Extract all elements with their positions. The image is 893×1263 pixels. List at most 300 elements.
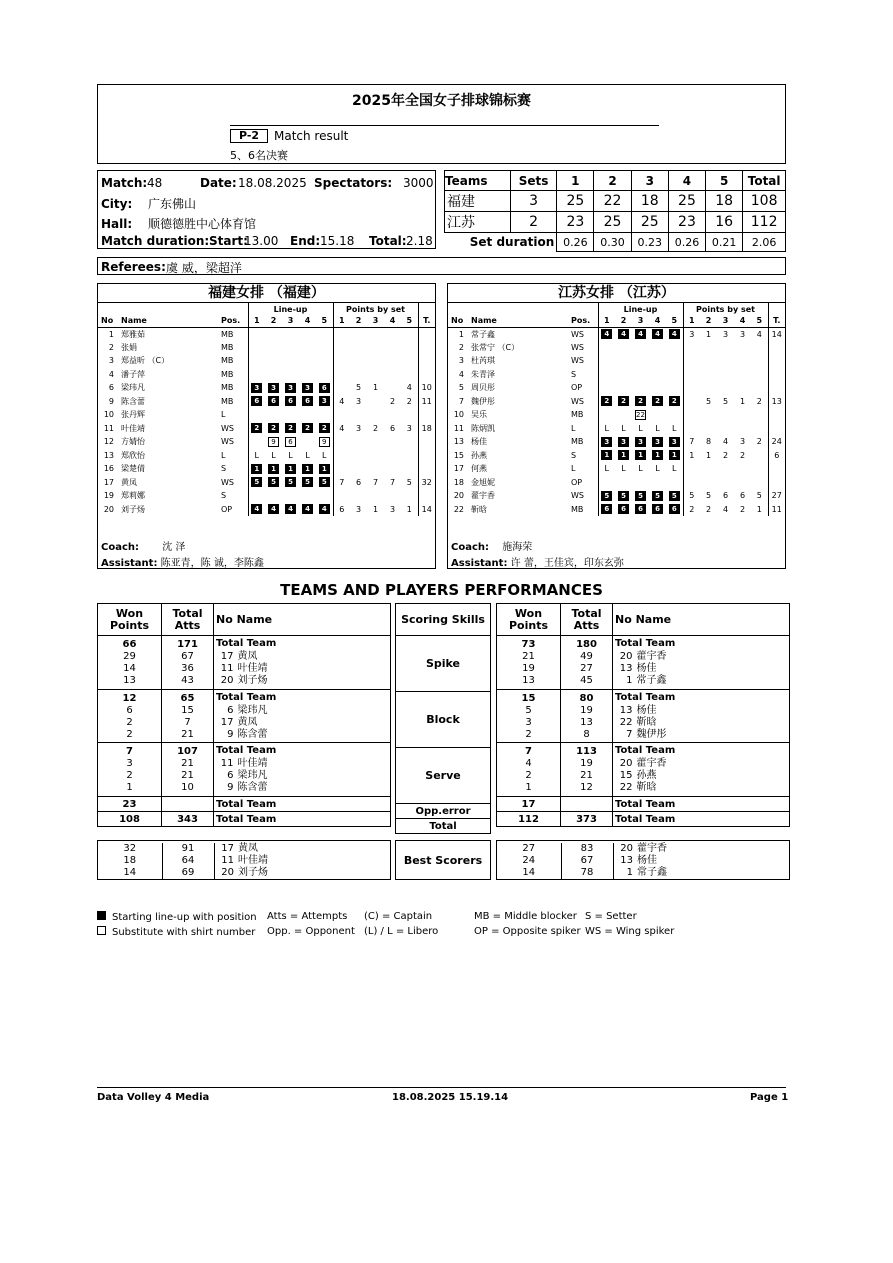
lineup-cell	[632, 381, 649, 395]
points-cell: 6	[355, 477, 362, 487]
results-header-cell: Total	[743, 171, 786, 191]
player-row	[98, 354, 435, 368]
total-atts-cell: 36	[162, 663, 214, 675]
won-points-cell: 13	[497, 675, 561, 689]
points-cell: 5	[355, 383, 362, 393]
player-position: L	[221, 410, 226, 420]
performance-row	[98, 729, 391, 743]
lineup-cell	[248, 354, 265, 368]
lineup-cell	[649, 368, 666, 382]
set-header: 1	[248, 315, 265, 327]
lineup-cell	[282, 503, 299, 517]
performance-row	[497, 717, 790, 729]
set-header: 3	[282, 315, 299, 327]
performance-table	[496, 603, 790, 827]
points-cell	[751, 449, 768, 463]
player-total	[418, 462, 435, 476]
points-cell	[717, 462, 734, 476]
points-cell	[333, 489, 350, 503]
starting-position-badge: 1	[319, 464, 330, 474]
results-header-cell: 1	[557, 171, 594, 191]
won-points-cell: 32	[98, 843, 162, 855]
player-position: MB	[571, 504, 584, 514]
lineup-cell	[615, 449, 632, 463]
set-header: 2	[615, 315, 632, 327]
legend-mb: MB = Middle blocker	[474, 911, 577, 922]
points-cell	[683, 422, 700, 436]
player-row	[98, 381, 435, 395]
player-number: 17	[453, 464, 464, 474]
skill-name: Spike	[425, 656, 461, 670]
performance-row	[497, 758, 790, 770]
points-cell: 7	[333, 476, 350, 490]
won-points-cell: 3	[497, 717, 561, 729]
lineup-cell	[316, 354, 333, 368]
player-name: 刘子炀	[238, 867, 268, 878]
points-cell	[333, 368, 350, 382]
player-name: 黄凤	[237, 716, 258, 728]
player-row	[98, 368, 435, 382]
player-number: 16	[103, 464, 114, 474]
no-header: No	[448, 315, 470, 327]
player-name: 黄凤	[238, 843, 258, 854]
points-cell	[700, 354, 717, 368]
best-scorer-row	[497, 843, 789, 855]
lineup-cell	[282, 489, 299, 503]
set-duration-label: Set duration	[469, 235, 555, 250]
start-time: 13.00	[244, 234, 279, 248]
lineup-cell	[666, 489, 683, 503]
player-position: MB	[221, 356, 234, 366]
lineup-cell: L	[672, 464, 677, 474]
starting-position-badge: 2	[251, 423, 262, 433]
starting-position-badge: 2	[669, 396, 680, 406]
lineup-cell: L	[621, 464, 626, 474]
total-atts-cell: 80	[561, 689, 613, 705]
points-cell	[717, 368, 734, 382]
player-number: 9	[227, 782, 234, 793]
lineup-cell: L	[271, 450, 276, 460]
player-name: 金旭妮	[471, 477, 495, 487]
team-b-assistants: 许 蕾，王佳宾，印东玄弥	[510, 558, 624, 569]
lineup-cell: L	[305, 450, 310, 460]
lineup-cell	[615, 395, 632, 409]
player-name: 靳晗	[636, 782, 657, 793]
lineup-cell	[265, 435, 282, 449]
starting-position-badge: 3	[285, 383, 296, 393]
lineup-cell	[632, 503, 649, 517]
starting-position-badge: 3	[618, 437, 629, 447]
player-number: 19	[103, 491, 114, 501]
lineup-cell	[265, 368, 282, 382]
points-cell: 7	[389, 477, 396, 487]
player-row	[98, 462, 435, 476]
no-header: No	[98, 315, 120, 327]
points-cell	[401, 489, 418, 503]
player-name: 常子鑫	[471, 329, 495, 339]
player-row	[448, 408, 785, 422]
lineup-cell	[248, 435, 265, 449]
lineup-cell	[598, 354, 615, 368]
player-name: 陈炳凯	[471, 423, 495, 433]
lineup-cell	[615, 341, 632, 355]
pos-header: Pos.	[570, 315, 598, 327]
lineup-cell	[666, 503, 683, 517]
lineup-cell	[282, 327, 299, 341]
legend-op: OP = Opposite spiker	[474, 926, 581, 937]
lineup-cell	[248, 408, 265, 422]
player-name: 吴乐	[471, 410, 487, 420]
total-row	[497, 811, 790, 826]
player-total	[768, 341, 785, 355]
starting-position-badge: 6	[285, 396, 296, 406]
points-cell	[734, 422, 751, 436]
total-atts-cell: 78	[561, 867, 613, 879]
skill-row	[396, 748, 491, 804]
player-position: WS	[571, 329, 584, 339]
won-points-cell: 12	[98, 689, 162, 705]
points-header: Points by set	[333, 303, 418, 315]
best-scorers-table	[98, 843, 390, 879]
set-header: 1	[333, 315, 350, 327]
won-points-cell: 1	[497, 782, 561, 796]
lineup-cell	[598, 435, 615, 449]
starting-position-badge: 5	[319, 477, 330, 487]
starting-position-badge: 4	[251, 504, 262, 514]
player-number: 3	[108, 356, 114, 366]
lineup-cell	[649, 408, 666, 422]
player-name: 常子鑫	[636, 675, 667, 686]
points-cell	[717, 381, 734, 395]
points-cell: 1	[739, 396, 746, 406]
score-cell: 112	[743, 212, 786, 233]
won-points-cell: 2	[98, 729, 162, 743]
lineup-cell	[248, 327, 265, 341]
opp-error-label: Opp.error	[415, 806, 471, 817]
footer-page: Page 1	[750, 1092, 789, 1103]
total-atts-cell: 8	[561, 729, 613, 743]
lineup-cell: L	[288, 450, 293, 460]
player-row	[448, 341, 785, 355]
lineup-cell	[615, 489, 632, 503]
points-cell: 5	[683, 489, 700, 503]
points-cell: 3	[355, 504, 362, 514]
total-atts-cell: 13	[561, 717, 613, 729]
points-header: Points by set	[683, 303, 768, 315]
player-name: 藿宇香	[637, 843, 667, 854]
won-points-cell: 2	[497, 729, 561, 743]
player-name: 潘子萍	[121, 369, 145, 379]
lineup-cell	[248, 476, 265, 490]
score-cell: 23	[557, 212, 594, 233]
lineup-cell	[248, 341, 265, 355]
lineup-cell	[282, 354, 299, 368]
best-scorer-row	[98, 867, 390, 879]
legend-s: S = Setter	[585, 911, 637, 922]
player-position: S	[221, 491, 227, 501]
total-atts-cell: 65	[162, 689, 214, 705]
won-points-cell: 19	[497, 663, 561, 675]
player-number: 22	[619, 782, 633, 793]
lineup-cell	[666, 341, 683, 355]
lineup-cell	[666, 476, 683, 490]
lineup-cell	[632, 449, 649, 463]
points-cell: 2	[683, 503, 700, 517]
lineup-cell	[649, 435, 666, 449]
player-name: 叶佳靖	[237, 758, 268, 769]
match-label: Match:	[101, 176, 148, 190]
points-cell: 5	[705, 396, 712, 406]
pos-header: Pos.	[220, 315, 248, 327]
results-box	[444, 170, 786, 249]
player-position: MB	[571, 410, 584, 420]
substitute-legend-icon	[97, 926, 106, 935]
total-atts-cell: 107	[162, 743, 214, 759]
total-atts-cell: 7	[162, 717, 214, 729]
player-position: S	[221, 464, 227, 474]
player-number: 2	[108, 342, 114, 352]
lineup-cell	[666, 435, 683, 449]
team-cell: 江苏	[445, 212, 511, 233]
player-name: 朱青泽	[471, 369, 495, 379]
total-row	[98, 811, 391, 826]
player-total	[418, 341, 435, 355]
player-number: 20	[103, 504, 114, 514]
points-cell	[384, 381, 401, 395]
player-number: 20	[620, 843, 633, 854]
total-atts-cell: 21	[162, 729, 214, 743]
points-cell	[333, 381, 350, 395]
team-a-performance	[97, 603, 391, 833]
points-cell	[367, 368, 384, 382]
name-header: Name	[470, 315, 570, 327]
results-header-cell: 2	[594, 171, 631, 191]
score-cell: 25	[668, 191, 705, 212]
player-total: 13	[768, 395, 785, 409]
points-cell: 4	[333, 395, 350, 409]
starting-position-badge: 2	[319, 423, 330, 433]
set-header: 5	[666, 315, 683, 327]
legend-substitute: Substitute with shirt number	[112, 927, 256, 938]
match-number: 48	[147, 176, 163, 190]
won-points-cell: 2	[497, 770, 561, 782]
lineup-cell	[615, 408, 632, 422]
player-total	[418, 489, 435, 503]
points-cell: 1	[705, 450, 712, 460]
player-number: 18	[453, 477, 464, 487]
lineup-cell	[632, 368, 649, 382]
lineup-cell	[299, 422, 316, 436]
team-a-lineup	[97, 283, 436, 569]
player-number: 17	[220, 651, 234, 662]
player-row	[448, 462, 785, 476]
total-atts-cell: 27	[561, 663, 613, 675]
performance-row	[98, 663, 391, 675]
player-position: L	[221, 450, 226, 460]
player-total	[418, 354, 435, 368]
player-position: MB	[221, 396, 234, 406]
points-cell	[683, 462, 700, 476]
player-number: 15	[619, 770, 633, 781]
points-cell	[350, 435, 367, 449]
lineup-cell	[649, 449, 666, 463]
score-cell: 2	[510, 212, 556, 233]
lineup-cell	[265, 489, 282, 503]
player-total	[768, 368, 785, 382]
points-cell: 5	[705, 491, 712, 501]
lineup-cell	[316, 395, 333, 409]
player-number: 5	[458, 383, 464, 393]
set-header: 3	[717, 315, 734, 327]
points-cell	[751, 354, 768, 368]
lineup-cell	[265, 395, 282, 409]
total-team-label: Total Team	[216, 638, 277, 649]
won-points-cell: 7	[98, 743, 162, 759]
points-cell	[333, 354, 350, 368]
player-total	[768, 462, 785, 476]
points-cell: 4	[333, 422, 350, 436]
lineup-cell	[666, 449, 683, 463]
points-cell	[734, 381, 751, 395]
player-name: 方婧怡	[121, 437, 145, 447]
total-row	[396, 819, 491, 834]
points-cell	[683, 354, 700, 368]
starting-position-badge: 1	[618, 450, 629, 460]
points-cell	[700, 422, 717, 436]
player-total: 14	[418, 503, 435, 517]
starting-position-badge: 6	[268, 396, 279, 406]
points-cell: 8	[705, 437, 712, 447]
points-cell	[700, 381, 717, 395]
player-number: 11	[220, 663, 234, 674]
total-atts-header: Total Atts	[561, 604, 613, 636]
points-cell	[350, 408, 367, 422]
points-cell	[700, 341, 717, 355]
set-header: 5	[401, 315, 418, 327]
points-cell	[751, 341, 768, 355]
player-position: S	[571, 450, 577, 460]
player-name: 周贝彤	[471, 383, 495, 393]
points-cell	[734, 408, 751, 422]
points-cell	[734, 462, 751, 476]
starting-position-badge: 6	[601, 504, 612, 514]
scoring-skills-column	[395, 603, 491, 833]
player-name: 叶佳靖	[237, 663, 268, 674]
points-cell	[384, 327, 401, 341]
best-scorers-label-box	[395, 840, 491, 880]
total-atts-cell: 21	[162, 770, 214, 782]
lineup-cell	[316, 462, 333, 476]
starting-position-badge: 1	[268, 464, 279, 474]
points-cell	[717, 408, 734, 422]
points-cell	[401, 435, 418, 449]
set-header: 3	[632, 315, 649, 327]
starting-position-badge: 2	[635, 396, 646, 406]
points-cell	[384, 408, 401, 422]
player-total: 11	[768, 503, 785, 517]
results-table	[444, 170, 786, 252]
player-number: 4	[458, 369, 464, 379]
player-total	[418, 435, 435, 449]
points-cell	[401, 449, 418, 463]
player-position: WS	[221, 423, 234, 433]
points-cell: 2	[722, 450, 729, 460]
lineup-cell	[282, 435, 299, 449]
lineup-cell	[299, 341, 316, 355]
player-number: 10	[103, 410, 114, 420]
performance-row	[497, 675, 790, 689]
lineup-cell: L	[672, 423, 677, 433]
player-name: 何燕	[471, 464, 487, 474]
lineup-cell	[299, 489, 316, 503]
player-number: 22	[453, 504, 464, 514]
points-cell	[717, 476, 734, 490]
lineup-cell	[649, 503, 666, 517]
lineup-cell	[598, 381, 615, 395]
total-atts-cell: 19	[561, 705, 613, 717]
lineup-cell	[632, 327, 649, 341]
team-a-coach: 沈 泽	[162, 542, 186, 553]
total-team-label: Total Team	[216, 813, 277, 825]
lineup-cell	[598, 395, 615, 409]
lineup-cell	[265, 476, 282, 490]
starting-position-badge: 3	[319, 396, 330, 406]
player-name: 郑益昕 （C）	[121, 356, 170, 366]
starting-position-badge: 6	[302, 396, 313, 406]
substitute-badge: 6	[285, 437, 296, 447]
starting-position-badge: 4	[285, 504, 296, 514]
legend-opp: Opp. = Opponent	[267, 926, 355, 937]
points-cell	[751, 408, 768, 422]
points-cell: 1	[705, 329, 712, 339]
player-position: WS	[571, 491, 584, 501]
player-number: 1	[626, 675, 633, 686]
points-cell	[333, 408, 350, 422]
player-position: S	[571, 369, 577, 379]
player-total: 10	[418, 381, 435, 395]
spectators-value: 3000	[403, 176, 434, 190]
player-number: 1	[626, 867, 633, 878]
player-number: 6	[108, 383, 114, 393]
lineup-cell	[666, 354, 683, 368]
performance-row	[98, 675, 391, 689]
total-header: T.	[768, 315, 785, 327]
lineup-cell	[632, 435, 649, 449]
lineup-cell: L	[638, 423, 643, 433]
total-atts-cell: 67	[561, 855, 613, 867]
set-duration-cell: 0.21	[706, 233, 743, 252]
starting-position-badge: 6	[618, 504, 629, 514]
points-cell	[751, 381, 768, 395]
lineup-cell	[299, 368, 316, 382]
lineup-cell	[265, 381, 282, 395]
lineup-cell	[649, 327, 666, 341]
points-cell	[367, 341, 384, 355]
performance-row	[98, 758, 391, 770]
skill-row	[396, 636, 491, 692]
player-name: 郑欣怡	[121, 450, 145, 460]
won-points-cell: 15	[497, 689, 561, 705]
player-total: 18	[418, 422, 435, 436]
starting-position-badge: 5	[635, 491, 646, 501]
total-label: Total	[429, 821, 457, 832]
spectators-label: Spectators:	[314, 176, 393, 190]
won-points-cell: 6	[98, 705, 162, 717]
performance-row	[497, 689, 790, 705]
points-cell: 4	[406, 383, 412, 393]
performance-row	[497, 636, 790, 652]
player-name: 张丹辉	[121, 410, 145, 420]
